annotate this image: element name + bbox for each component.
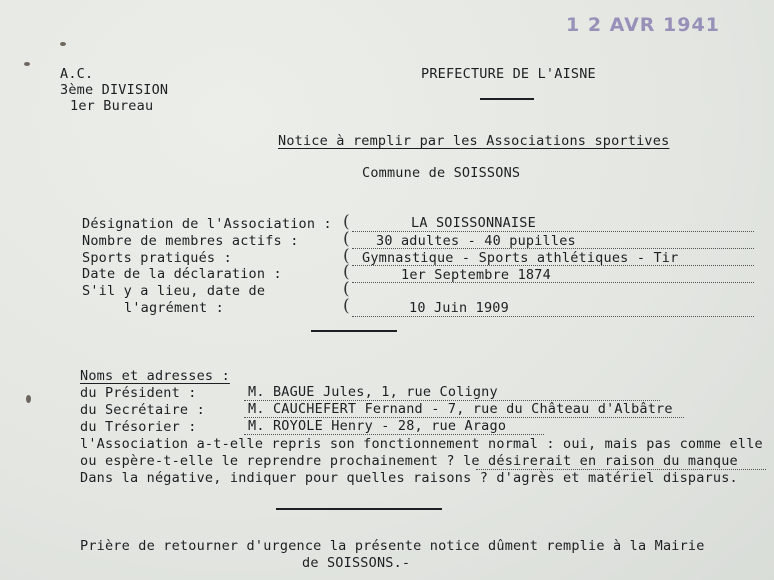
- value-secretaire: M. CAUCHEFERT Fernand - 7, rue du Château d'Albâtre: [248, 401, 673, 417]
- header-bureau: 1er Bureau: [70, 98, 154, 114]
- section-divider: [311, 330, 397, 332]
- header-division: 3ème DIVISION: [60, 82, 169, 98]
- label-membres: Nombre de membres actifs :: [82, 233, 299, 249]
- dotted-line: [352, 248, 754, 249]
- dotted-line: [352, 282, 754, 283]
- label-designation: Désignation de l'Association :: [82, 216, 332, 232]
- header-ac: A.C.: [60, 66, 94, 82]
- brace: (: [343, 212, 350, 232]
- dotted-line: [244, 434, 544, 435]
- dotted-line: [352, 231, 754, 232]
- question-line-2: ou espère-t-elle le reprendre prochainement ? le désirerait en raison du manque: [80, 453, 738, 469]
- label-president: du Président :: [80, 385, 197, 401]
- brace: (: [343, 229, 350, 249]
- label-tresorier: du Trésorier :: [80, 419, 197, 435]
- dotted-line: [352, 316, 754, 317]
- footer-line-1: Prière de retourner d'urgence la présente notice dûment remplie à la Mairie: [80, 538, 705, 554]
- question-line-1: l'Association a-t-elle repris son fonctionnement normal : oui, mais pas comme elle: [80, 436, 763, 452]
- dotted-line: [352, 265, 754, 266]
- date-stamp: 1 2 AVR 1941: [566, 14, 720, 36]
- punch-hole: [24, 62, 30, 66]
- footer-divider: [276, 508, 442, 510]
- label-sports: Sports pratiqués :: [82, 250, 232, 266]
- notice-title: Notice à remplir par les Associations sportives: [278, 133, 670, 149]
- punch-hole: [60, 42, 66, 46]
- value-sports: Gymnastique - Sports athlétiques - Tir: [362, 250, 679, 266]
- brace: (: [343, 246, 350, 266]
- punch-hole: [26, 395, 31, 403]
- label-declaration: Date de la déclaration :: [82, 266, 282, 282]
- commune: Commune de SOISSONS: [362, 165, 521, 181]
- value-president: M. BAGUE Jules, 1, rue Coligny: [248, 384, 498, 400]
- prefecture-underline: [480, 98, 534, 100]
- value-designation: LA SOISSONNAISE: [411, 215, 536, 231]
- value-agrement: 10 Juin 1909: [409, 300, 509, 316]
- brace: (: [343, 279, 350, 299]
- brace: (: [343, 296, 350, 316]
- label-agrement-2: l'agrément :: [124, 300, 224, 316]
- brace: (: [343, 262, 350, 282]
- label-agrement-1: S'il y a lieu, date de: [82, 283, 266, 299]
- label-secretaire: du Secrétaire :: [80, 402, 205, 418]
- value-declaration: 1er Septembre 1874: [401, 267, 551, 283]
- question-line-3: Dans la négative, indiquer pour quelles raisons ? d'agrès et matériel disparus.: [80, 470, 738, 486]
- prefecture-title: PREFECTURE DE L'AISNE: [421, 66, 596, 82]
- noms-heading: Noms et adresses :: [80, 368, 230, 384]
- value-tresorier: M. ROYOLE Henry - 28, rue Arago: [248, 418, 507, 434]
- value-membres: 30 adultes - 40 pupilles: [376, 233, 576, 249]
- footer-line-2: de SOISSONS.-: [302, 555, 411, 571]
